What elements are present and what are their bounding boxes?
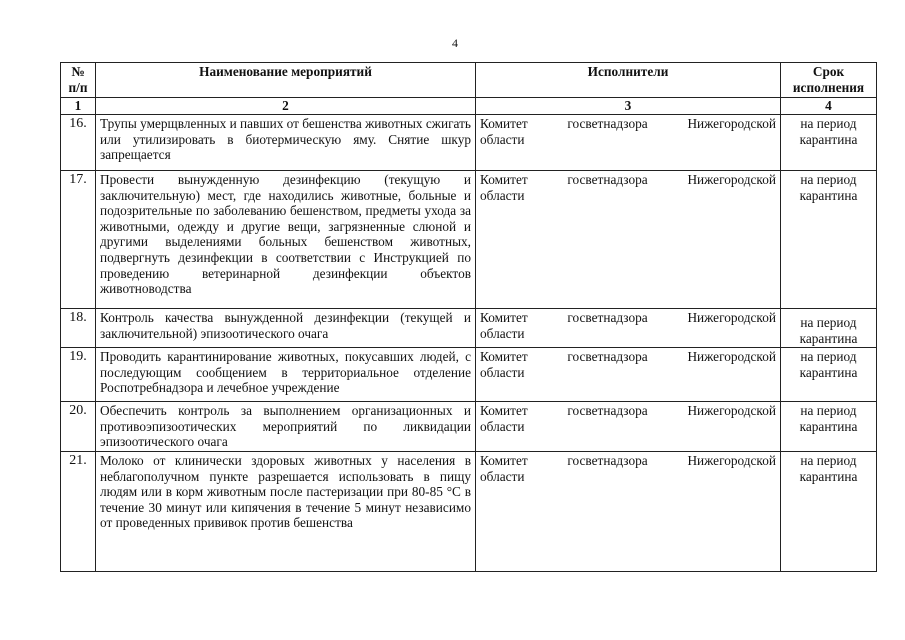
header-num: № п/п: [61, 63, 96, 98]
deadline: на период карантина: [781, 309, 877, 348]
executor-line: [480, 349, 776, 365]
executor-word: госветнадзора: [567, 310, 648, 325]
row-number: 16.: [61, 115, 96, 171]
executor-line: [480, 116, 776, 132]
table-row: [61, 348, 877, 402]
measure-text: Обеспечить контроль за выполнением организационных и противоэпизоотических мероприятий по ликвидации эпизоотического очага: [96, 402, 476, 452]
measure-text: Молоко от клинически здоровых животных у населения в неблагополучном пункте разрешается использовать в пищу людям или в корм животным после пастеризации при 80-85 °С в течение 30 минут или кипячения в течение 5 минут независимо от проведенных прививок против бешенства: [96, 451, 476, 571]
executor-word: Нижегородской: [687, 452, 776, 468]
measures-table: [60, 62, 877, 572]
table-row: [61, 171, 877, 309]
executor-word: Нижегородской: [687, 310, 776, 325]
deadline: на период карантина: [781, 402, 877, 452]
executor-word: Комитет: [480, 116, 528, 131]
executor-region: области: [480, 131, 525, 147]
column-number: 4: [781, 98, 877, 115]
row-number: 20.: [61, 402, 96, 452]
deadline: на период карантина: [781, 171, 877, 309]
column-number: 3: [476, 98, 781, 115]
table-row: [61, 402, 877, 452]
executor-cell: [476, 171, 781, 309]
executor-word: госветнадзора: [567, 116, 648, 131]
executor-line: [480, 453, 776, 469]
table-row: [61, 451, 877, 571]
deadline: на период карантина: [781, 115, 877, 171]
executor-line: [480, 403, 776, 419]
executor-line: [480, 310, 776, 326]
executor-word: госветнадзора: [567, 172, 648, 187]
executor-region: области: [480, 468, 525, 484]
executor-word: Комитет: [480, 172, 528, 187]
page-number: 4: [452, 36, 458, 50]
executor-word: Комитет: [480, 452, 528, 468]
measure-text: Проводить карантинирование животных, покусавших людей, с последующим сообщением в территориальное отделение Роспотребнадзора и лечебное учреждение: [96, 348, 476, 402]
row-number: 21.: [61, 451, 96, 571]
executor-word: Нижегородской: [687, 349, 776, 365]
executor-region: области: [480, 364, 525, 380]
executor-line: [480, 172, 776, 188]
executor-word: Нижегородской: [687, 403, 776, 419]
row-number: 17.: [61, 171, 96, 309]
executor-cell: [476, 402, 781, 452]
executor-word: госветнадзора: [567, 349, 648, 365]
executor-word: госветнадзора: [567, 403, 648, 419]
header-row: [61, 63, 877, 98]
measure-text: Трупы умерщвленных и павших от бешенства животных сжигать или утилизировать в биотермическую яму. Снятие шкур запрещается: [96, 115, 476, 171]
executor-word: Комитет: [480, 403, 528, 419]
executor-cell: [476, 309, 781, 348]
row-number: 18.: [61, 309, 96, 348]
header-name: Наименование мероприятий: [96, 63, 476, 98]
executor-word: Комитет: [480, 349, 528, 365]
header-deadline: Срок исполнения: [781, 63, 877, 98]
executor-word: Комитет: [480, 310, 528, 325]
column-number: 2: [96, 98, 476, 115]
executor-word: Нижегородской: [687, 172, 776, 187]
deadline: на период карантина: [781, 451, 877, 571]
executor-word: Нижегородской: [687, 116, 776, 131]
measure-text: Провести вынужденную дезинфекцию (текущую и заключительную) мест, где находились животные, больные и подозрительные по заболеванию бешенством, предметы ухода за животными, одежду и другие вещи, загрязненные слюной и другими выделениями больных бешенством животных, подвергнуть дезинфекции в соответствии с Инструкцией по проведению ветеринарной дезинфекции объектов животноводства: [96, 171, 476, 309]
measure-text: Контроль качества вынужденной дезинфекции (текущей и заключительной) эпизоотического очага: [96, 309, 476, 348]
row-number: 19.: [61, 348, 96, 402]
deadline: на период карантина: [781, 348, 877, 402]
table-row: [61, 115, 877, 171]
executor-cell: [476, 451, 781, 571]
column-number: 1: [61, 98, 96, 115]
executor-region: области: [480, 325, 525, 341]
column-number-row: [61, 98, 877, 115]
executor-cell: [476, 348, 781, 402]
executor-cell: [476, 115, 781, 171]
executor-region: области: [480, 187, 525, 203]
table-row: [61, 309, 877, 348]
executor-word: госветнадзора: [567, 452, 648, 468]
header-executors: Исполнители: [476, 63, 781, 98]
executor-region: области: [480, 418, 525, 434]
